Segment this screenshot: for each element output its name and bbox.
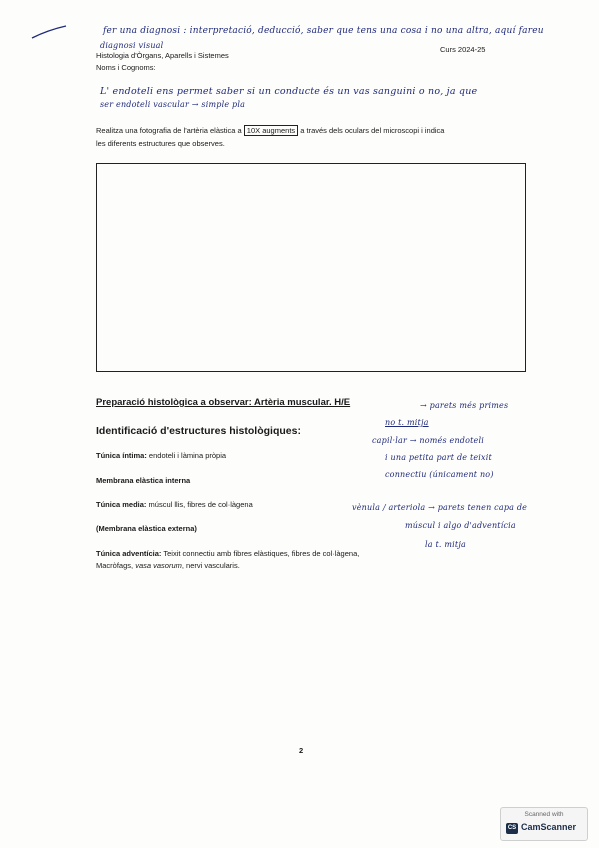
item-tunica-intima bbox=[96, 451, 226, 460]
item-tunica-media bbox=[96, 500, 253, 509]
item-label: Túnica media: bbox=[96, 500, 147, 509]
handwritten-capillar-2: i una petita part de teixit bbox=[385, 453, 492, 462]
photo-placeholder-box bbox=[96, 163, 526, 372]
scanner-name: CamScanner bbox=[521, 822, 577, 832]
course-year: Curs 2024-25 bbox=[440, 45, 486, 54]
magnification-box: 10X augments bbox=[244, 125, 298, 136]
instruction-line-1 bbox=[96, 126, 444, 135]
instruction-text: Realitza una fotografia de l'artèria elàstica a bbox=[96, 126, 242, 135]
section-subtitle: Identificació d'estructures histològiques: bbox=[96, 425, 301, 437]
handwritten-venule-1: vènula / arteriola → parets tenen capa de bbox=[352, 503, 528, 512]
handwritten-venule-2: múscul i algo d'adventícia bbox=[405, 521, 516, 530]
handwritten-venule-3: la t. mitja bbox=[425, 540, 466, 549]
handwritten-note-visual: diagnosi visual bbox=[100, 41, 164, 50]
handwritten-capillar-3: connectiu (únicament no) bbox=[385, 470, 494, 479]
item-adventicia-line-2 bbox=[96, 561, 240, 570]
handwritten-endoteli-note-2: ser endoteli vascular → simple pla bbox=[100, 100, 246, 109]
handwritten-no-tunica: no t. mitja bbox=[385, 418, 429, 427]
instruction-line-2: les diferents estructures que observes. bbox=[96, 139, 225, 148]
item-label: Túnica adventícia: bbox=[96, 549, 162, 558]
adventicia-text-a: Macròfags, bbox=[96, 561, 136, 570]
item-tunica-adventicia bbox=[96, 549, 359, 558]
handwritten-note-diagnosi: fer una diagnosi : interpretació, deducció, saber que tens una cosa i no una altra, aquí fareu bbox=[103, 26, 544, 36]
scanner-top-text: Scanned with bbox=[524, 811, 564, 818]
item-label: Túnica íntima: bbox=[96, 451, 147, 460]
adventicia-text-italic: vasa vasorum bbox=[135, 561, 182, 570]
names-label: Noms i Cognoms: bbox=[96, 63, 156, 72]
handwritten-walls-note: → parets més primes bbox=[420, 401, 509, 410]
course-title: Histologia d'Òrgans, Aparells i Sistemes bbox=[96, 51, 229, 60]
page-number: 2 bbox=[299, 746, 304, 755]
handwritten-endoteli-note: L' endoteli ens permet saber si un conducte és un vas sanguini o no, ja que bbox=[100, 86, 478, 97]
camscanner-logo-icon: CS bbox=[506, 823, 518, 834]
item-membrana-externa: (Membrana elàstica externa) bbox=[96, 524, 197, 533]
item-text: endoteli i làmina pròpia bbox=[146, 451, 227, 460]
scanner-watermark bbox=[500, 807, 588, 841]
adventicia-text-c: , nervi vascularis. bbox=[181, 561, 240, 570]
item-text: Teixit connectiu amb fibres elàstiques, fibres de col·làgena, bbox=[161, 549, 360, 558]
handwritten-capillar-1: capil·lar → només endoteli bbox=[372, 436, 485, 445]
instruction-text-after: a través dels oculars del microscopi i indica bbox=[300, 126, 445, 135]
item-membrana-interna: Membrana elàstica interna bbox=[96, 476, 191, 485]
section-title: Preparació histològica a observar: Artèria muscular. H/E bbox=[96, 397, 351, 408]
pen-stroke-mark bbox=[30, 24, 70, 42]
item-text: múscul llis, fibres de col·làgena bbox=[146, 500, 253, 509]
